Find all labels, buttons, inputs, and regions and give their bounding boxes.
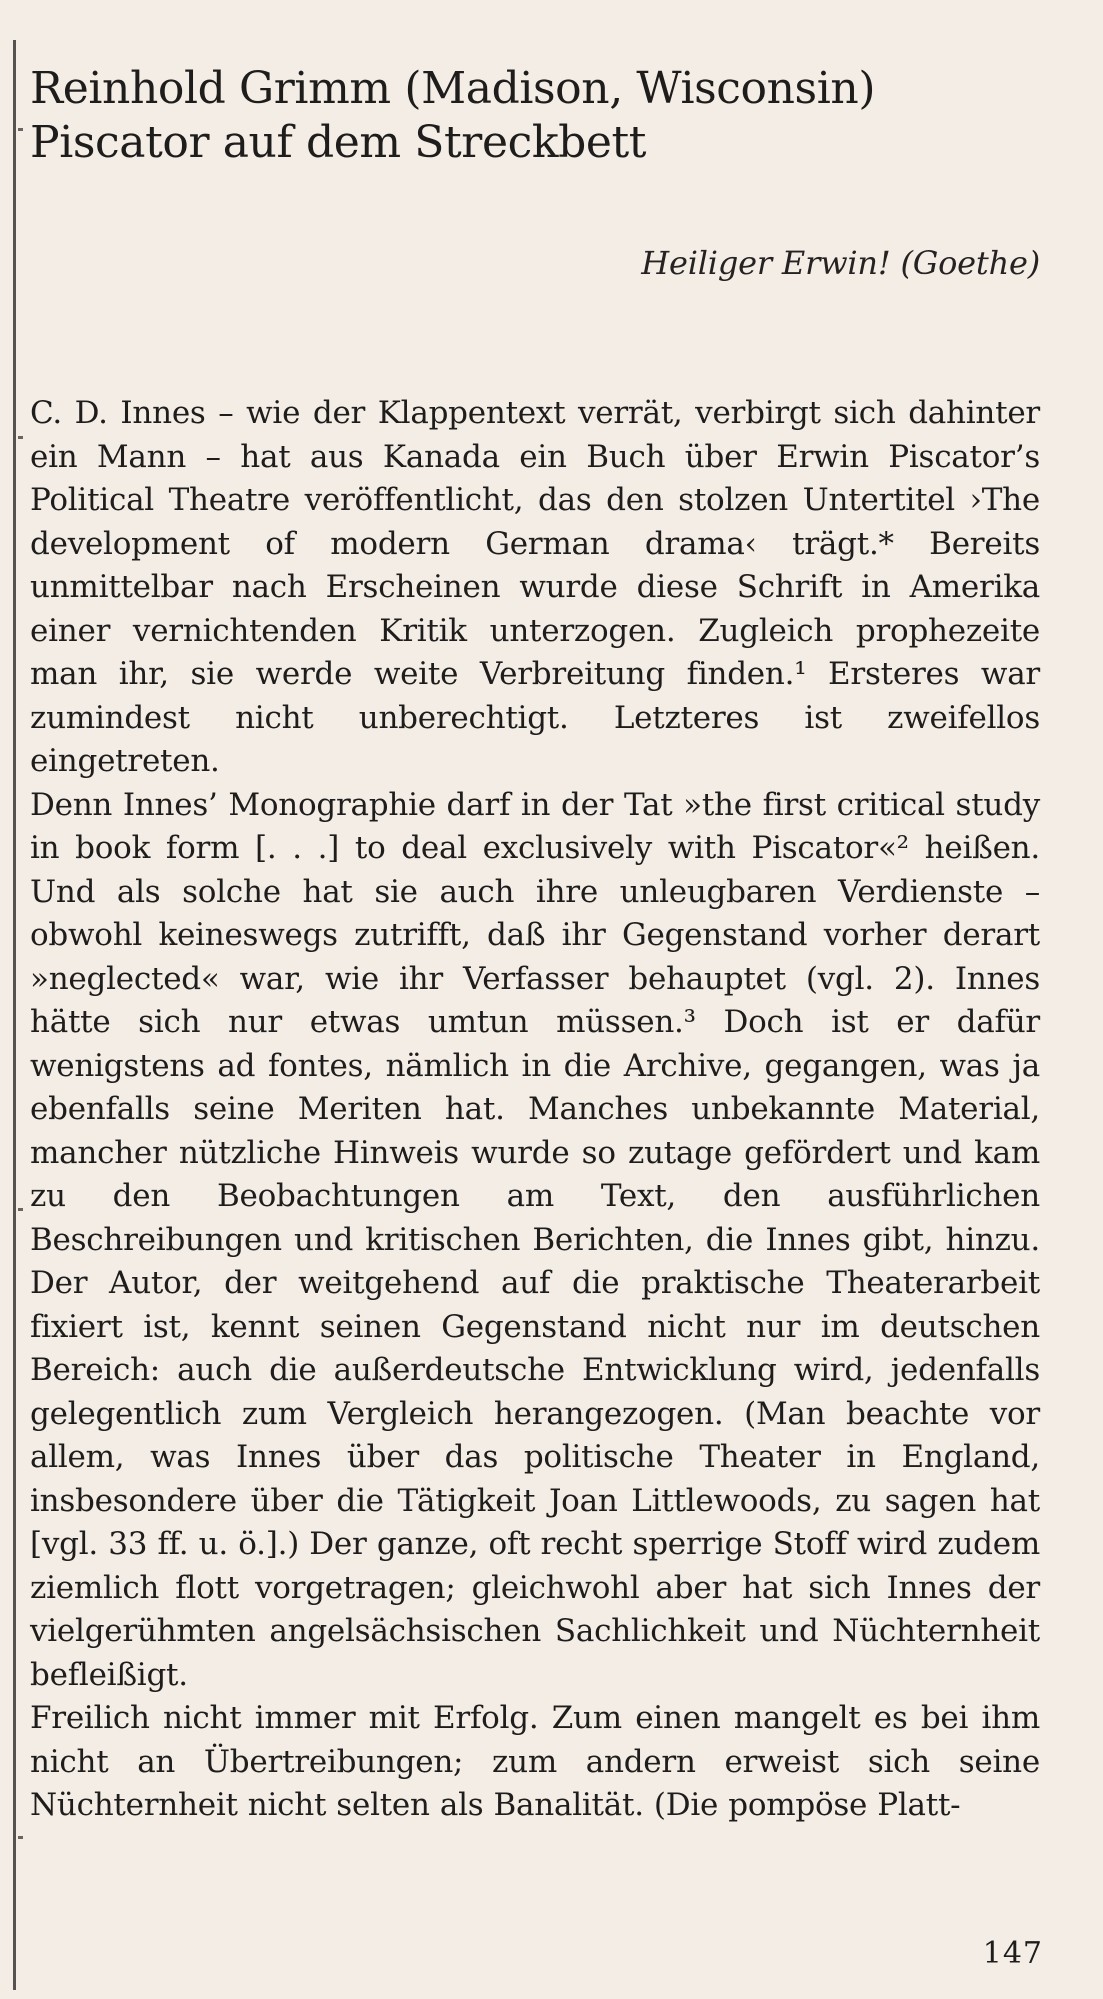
page-binding-edge — [13, 40, 16, 1990]
author-line: Reinhold Grimm (Madison, Wisconsin) — [30, 63, 876, 114]
paragraph-2: Denn Innes’ Monographie darf in der Tat »the first critical study in book form [. . .] to deal exclusively with Piscator«² heißen. Und als solche hat sie auch ihre unleugbaren Verdienste – obwohl keineswegs zutrifft, daß ihr Gegenstand vorher derart »neglected« war, wie ihr Verfasser behauptet (vgl. 2). Innes hätte sich nur etwas umtun müssen.³ Doch ist er dafür wenigstens ad fontes, nämlich in die Archive, gegangen, was ja ebenfalls seine Meriten hat. Manches unbekannte Material, mancher nützliche Hinweis wurde so zutage gefördert und kam zu den Beobachtungen am Text, den ausführlichen Beschreibungen und kritischen Berichten, die Innes gibt, hinzu. Der Autor, der weitgehend auf die praktische Theaterarbeit fixiert ist, kennt seinen Gegenstand nicht nur im deutschen Bereich: auch die außerdeutsche Entwicklung wird, jedenfalls gelegentlich zum Vergleich herangezogen. (Man beachte vor allem, was Innes über das politische Theater in England, insbesondere über die Tätigkeit Joan Littlewoods, zu sagen hat [vgl. 33 ff. u. ö.].) Der ganze, oft recht sperrige Stoff wird zudem ziemlich flott vorgetragen; gleichwohl aber hat sich Innes der vielgerühmten angelsächsischen Sachlichkeit und Nüchternheit befleißigt. — [30, 786, 1040, 1693]
article-title: Piscator auf dem Streckbett — [30, 117, 647, 168]
paragraph-3: Freilich nicht immer mit Erfolg. Zum einen mangelt es bei ihm nicht an Übertreibungen; zum andern erweist sich seine Nüchternheit nicht selten als Banalität. (Die pompöse Platt- — [30, 1700, 1040, 1823]
page-number: 147 — [982, 1936, 1043, 1971]
document-page — [30, 62, 1040, 1962]
paragraph-1: C. D. Innes – wie der Klappentext verrät, verbirgt sich dahinter ein Mann – hat aus Kanada ein Buch über Erwin Piscator’s Political Theatre veröffentlicht, das den stolzen Untertitel ›The development of modern German drama‹ trägt.* Bereits unmittelbar nach Erscheinen wurde diese Schrift in Amerika einer vernichtenden Kritik unterzogen. Zugleich prophezeite man ihr, sie werde weite Verbreitung finden.¹ Ersteres war zumindest nicht unberechtigt. Letzteres ist zweifellos eingetreten. — [30, 395, 1040, 779]
page-edge-mark — [18, 1208, 23, 1211]
epigraph: Heiliger Erwin! (Goethe) — [641, 244, 1040, 282]
page-edge-mark — [18, 1836, 23, 1839]
page-edge-mark — [18, 436, 23, 439]
article-body — [30, 392, 1040, 1828]
article-header — [30, 62, 1040, 170]
page-edge-mark — [18, 128, 23, 131]
